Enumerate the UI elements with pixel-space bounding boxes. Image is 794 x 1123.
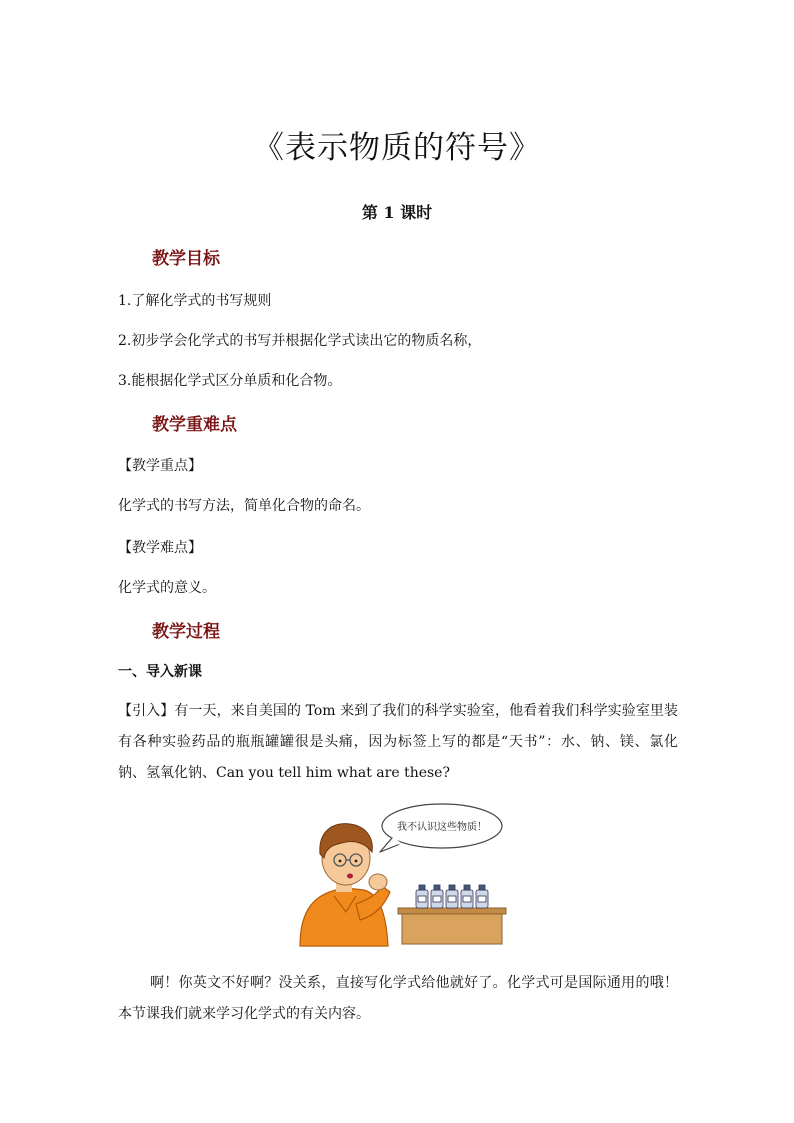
section-heading: 一、导入新课 — [118, 664, 202, 680]
confused-student-illustration — [294, 800, 510, 950]
objective-item-2: 2.初步学会化学式的书写并根据化学式读出它的物质名称， — [118, 333, 482, 349]
objective-item-1: 1.了解化学式的书写规则 — [118, 293, 272, 309]
process-heading: 教学过程 — [152, 622, 220, 642]
student-figure — [300, 824, 390, 946]
page-title: 《表示物质的符号》 — [253, 130, 541, 166]
objectives-heading: 教学目标 — [152, 249, 220, 269]
bubble-text: 我不认识这些物质！ — [397, 822, 487, 833]
objective-item-3: 3.能根据化学式区分单质和化合物。 — [118, 373, 342, 389]
lesson-subtitle: 第 1 课时 — [361, 203, 433, 222]
difficult-label: 【教学难点】 — [118, 540, 202, 556]
intro-paragraph: 【引入】有一天，来自美国的 Tom 来到了我们的科学实验室，他看着我们科学实验室里装有各种实验药品的瓶瓶罐罐很是头痛，因为标签上写的都是“天书”：水、钠、镁、氯化钠、氢氧化钠、Can you tell him what are these? — [118, 703, 678, 781]
closing-paragraph: 啊！你英文不好啊？没关系，直接写化学式给他就好了。化学式可是国际通用的哦！本节课我们就来学习化学式的有关内容。 — [118, 975, 678, 1022]
desk-shape — [398, 908, 506, 944]
key-label: 【教学重点】 — [118, 458, 202, 474]
key-text: 化学式的书写方法，简单化合物的命名。 — [118, 498, 370, 514]
difficult-text: 化学式的意义。 — [118, 580, 216, 596]
keypoints-heading: 教学重难点 — [152, 415, 237, 435]
speech-bubble — [380, 804, 502, 852]
bottles-icon — [416, 885, 488, 908]
